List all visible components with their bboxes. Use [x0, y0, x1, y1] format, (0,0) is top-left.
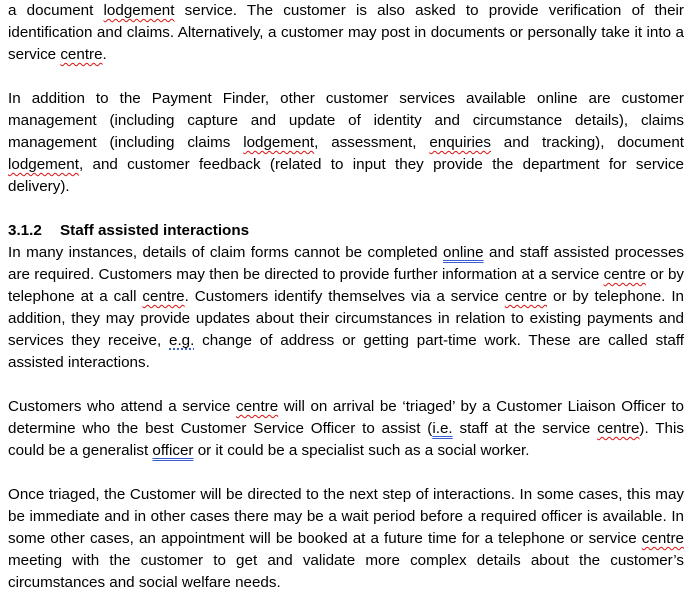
text-run: staff at the service — [452, 420, 598, 437]
paragraph-lodgement-service — [8, 0, 684, 66]
spelling-flagged-word: lodgement — [8, 156, 79, 173]
text-run: will on arrival be ‘triaged’ by a Customer Liaison Officer to determine who the best Customer Service Officer to assist ( — [8, 398, 684, 437]
grammar-flagged-word: online — [443, 244, 484, 261]
spelling-flagged-word: lodgement — [103, 2, 175, 19]
spelling-flagged-word: centre — [142, 288, 185, 305]
spelling-flagged-word: lodgement — [243, 134, 315, 151]
spelling-flagged-word: centre — [504, 288, 548, 305]
text-run: service. The customer is also asked to provide verification of their identification and claims. Alternatively, a customer may post in documents or personally take it into a service — [8, 2, 684, 63]
text-run: or by telephone at a call — [8, 266, 684, 305]
paragraph-triage — [8, 396, 684, 462]
text-run: In many instances, details of claim forms cannot be completed — [8, 244, 444, 261]
spelling-flagged-word: enquiries — [429, 134, 491, 151]
document-page — [8, 0, 684, 594]
text-run: Customers who attend a service — [8, 398, 236, 415]
style-flagged-word: e.g. — [169, 332, 195, 349]
grammar-flagged-word: i.e. — [432, 420, 453, 437]
paragraph-gap — [8, 66, 684, 88]
spelling-flagged-word: centre — [603, 266, 646, 283]
text-run: or it could be a specialist such as a social worker. — [193, 442, 530, 459]
text-run: ). This could be a generalist — [8, 420, 684, 459]
section-heading — [8, 220, 684, 242]
text-run: Once triaged, the Customer will be directed to the next step of interactions. In some cases, this may be immediate and in other cases there may be a wait period before a required officer is available. In some other cases, an appointment will be booked at a future time for a telephone or service — [8, 486, 684, 547]
section-number: 3.1.2 — [8, 222, 42, 239]
text-run: and staff assisted processes are required. Customers may then be directed to provide further information at a service — [8, 244, 684, 283]
text-run: . — [102, 46, 107, 63]
paragraph-staff-assisted — [8, 242, 684, 374]
paragraph-next-step — [8, 484, 684, 594]
section-title: Staff assisted interactions — [60, 222, 250, 239]
text-run: meeting with the customer to get and validate more complex details about the customer’s circumstances and social welfare needs. — [8, 552, 684, 591]
text-run: a document — [8, 2, 104, 19]
text-run: In addition to the Payment Finder, other customer services available online are customer management (including capture and update of identity and circumstance details), claims management (including claims — [8, 90, 684, 151]
paragraph-gap — [8, 198, 684, 220]
text-run: , assessment, — [314, 134, 430, 151]
spelling-flagged-word: centre — [235, 398, 279, 415]
spelling-flagged-word: centre — [641, 530, 684, 547]
paragraph-gap — [8, 462, 684, 484]
text-run: . Customers identify themselves via a service — [184, 288, 505, 305]
paragraph-gap — [8, 374, 684, 396]
text-run: , and customer feedback (related to input they provide the department for service delivery). — [8, 156, 684, 195]
spelling-flagged-word: centre — [597, 420, 640, 437]
text-run: change of address or getting part-time work. These are called staff assisted interactions. — [8, 332, 684, 371]
paragraph-online-services — [8, 88, 684, 198]
text-run: or by telephone. In addition, they may provide updates about their circumstances in relation to existing payments and services they receive, — [8, 288, 684, 349]
grammar-flagged-word: officer — [152, 442, 194, 459]
spelling-flagged-word: centre — [60, 46, 103, 63]
text-run: and tracking), document — [490, 134, 684, 151]
